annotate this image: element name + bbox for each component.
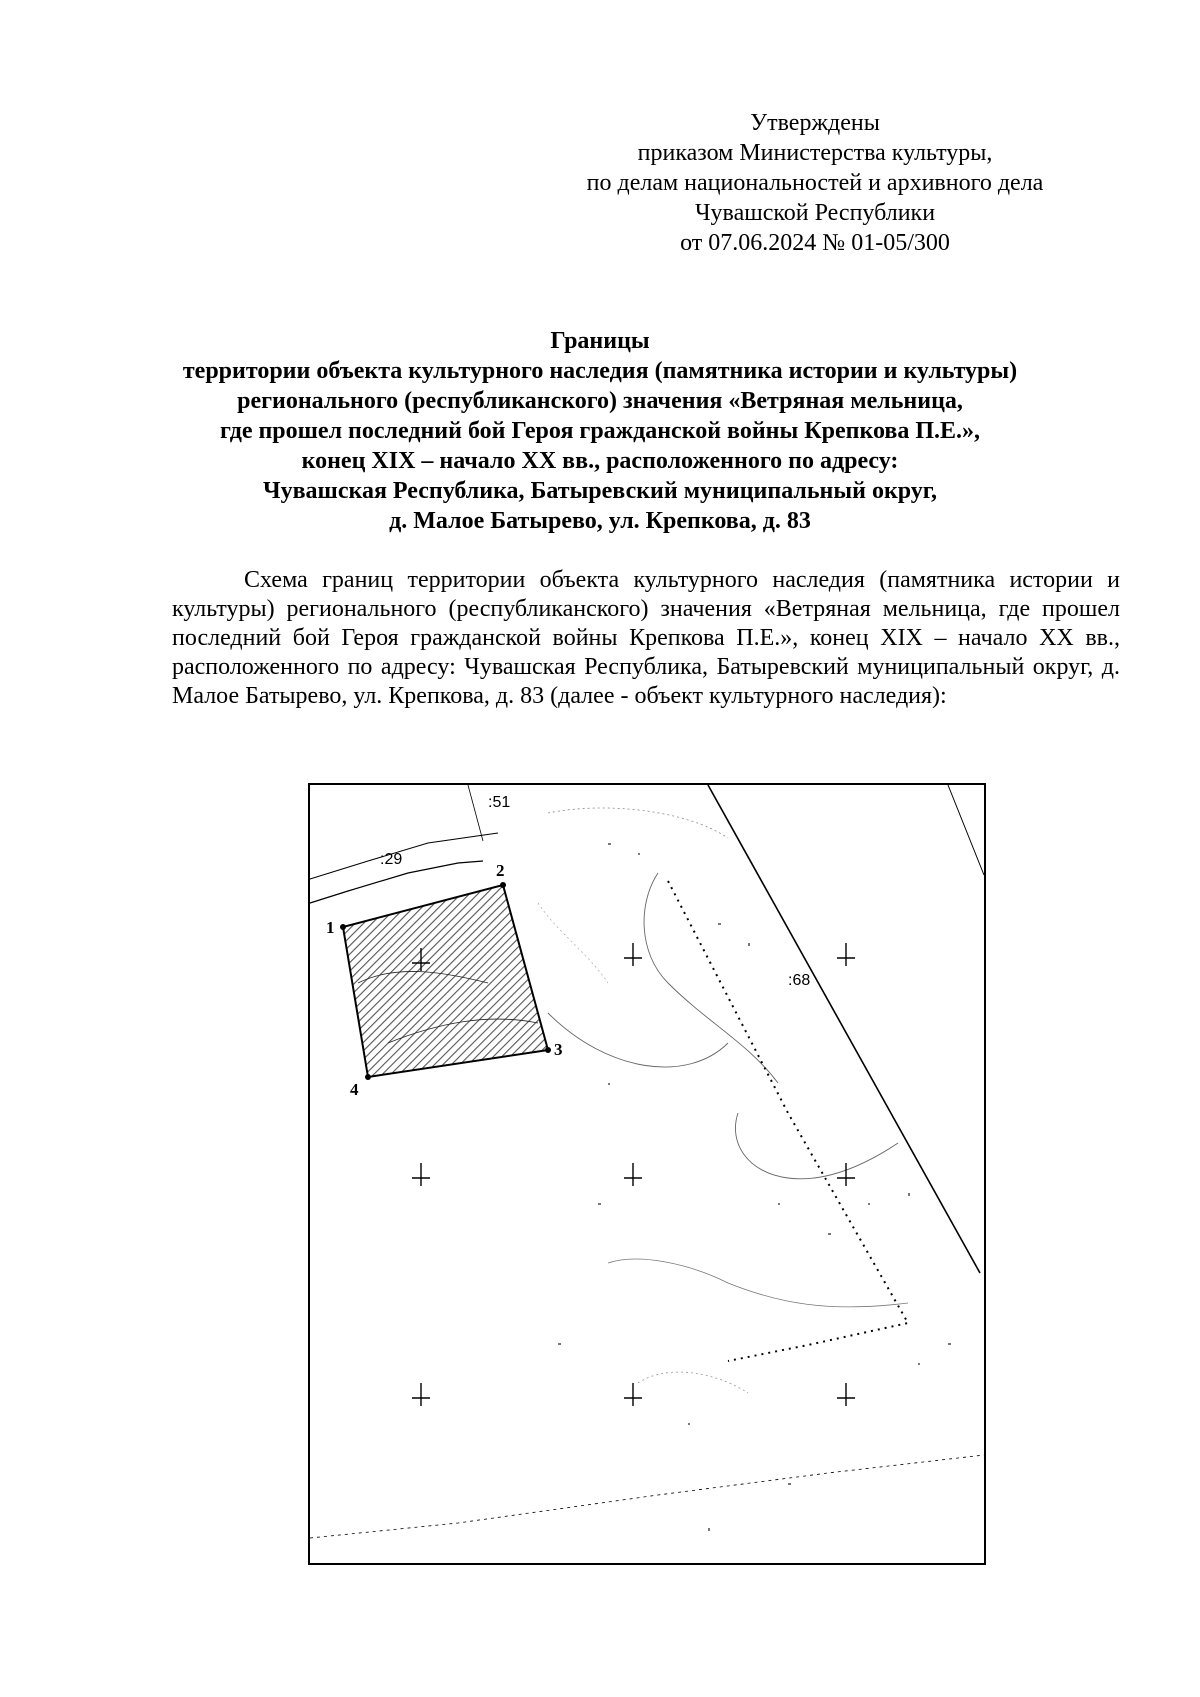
boundary-point-label: 4	[350, 1080, 359, 1099]
intro-paragraph: Схема границ территории объекта культурного наследия (памятника истории и культуры) регионального (республиканского) значения «Ветряная мельница, где прошел последний бой Героя гражданской войны Крепкова П.Е.», конец XIX – начало XX вв., расположенного по адресу: Чувашская Республика, Батыревский муниципальный округ, д. Малое Батырево, ул. Крепкова, д. 83 (далее - объект культурного наследия):	[172, 567, 1120, 709]
approval-line: по делам национальностей и архивного дела	[586, 170, 1044, 196]
parcel-label: :29	[380, 851, 403, 868]
boundary-point-1	[340, 924, 346, 930]
boundary-point-4	[365, 1074, 371, 1080]
parcel-label: :51	[488, 794, 511, 811]
title-line: территории объекта культурного наследия (памятника истории и культуры)	[182, 358, 1018, 384]
boundary-scheme-map	[308, 783, 986, 1565]
scheme-svg	[308, 783, 986, 1565]
title-line: регионального (республиканского) значения «Ветряная мельница,	[237, 388, 963, 414]
approval-line: приказом Министерства культуры,	[637, 140, 993, 166]
title-line: конец XIX – начало XX вв., расположенного по адресу:	[301, 448, 899, 474]
approval-line: Чувашской Республики	[694, 200, 936, 226]
parcel-label: :68	[788, 972, 811, 989]
title-line: Границы	[550, 328, 650, 354]
title-line: Чувашская Республика, Батыревский муниципальный округ,	[262, 478, 937, 504]
approval-block	[560, 108, 1070, 258]
boundary-point-2	[500, 882, 506, 888]
boundary-point-label: 2	[496, 861, 505, 880]
map-frame	[309, 784, 985, 1564]
approval-line: Утверждены	[750, 110, 880, 136]
boundary-point-label: 1	[326, 918, 335, 937]
title-line: д. Малое Батырево, ул. Крепкова, д. 83	[389, 508, 811, 534]
title-line: где прошел последний бой Героя гражданской войны Крепкова П.Е.»,	[219, 418, 981, 444]
approval-line: от 07.06.2024 № 01-05/300	[680, 230, 950, 256]
document-title	[110, 326, 1090, 536]
boundary-point-label: 3	[554, 1040, 563, 1059]
boundary-point-3	[545, 1047, 551, 1053]
